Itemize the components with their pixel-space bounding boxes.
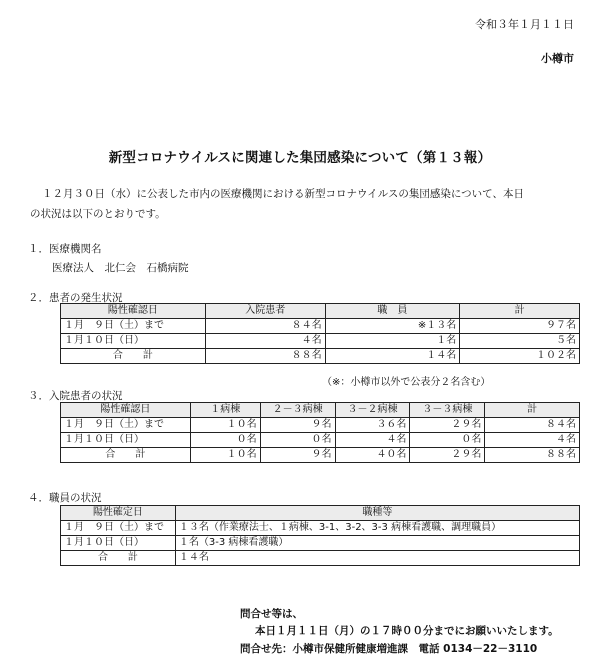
contact-intro: 問合せ等は、: [240, 608, 303, 620]
intro-line-1: １２月３０日（水）に公表した市内の医療機関における新型コロナウイルスの集団感染について、本日: [42, 188, 524, 200]
table-row: [61, 433, 580, 448]
col-header: 職種等: [175, 506, 579, 521]
section4-heading: ４．職員の状況: [28, 492, 102, 504]
col-header: 計: [460, 304, 580, 319]
table-cell: １０名: [190, 448, 260, 463]
table-cell: １月 ９日（土）まで: [61, 521, 176, 536]
table-cell: １４名: [175, 551, 579, 566]
col-header: 陽性確認日: [61, 304, 206, 319]
table-cell: 合 計: [61, 448, 191, 463]
inpatient-status-table: [60, 402, 580, 463]
table-cell: ３６名: [335, 418, 410, 433]
table-cell: １３名（作業療法士、１病棟、3-1、3-2、3-3 病棟看護職、調理職員）: [175, 521, 579, 536]
document-date: 令和３年１月１１日: [475, 18, 574, 31]
staff-status-table: [60, 505, 580, 566]
table-cell: ９名: [260, 448, 335, 463]
table-cell: １月１０日（日）: [61, 334, 206, 349]
table-cell: ４０名: [335, 448, 410, 463]
table-total-row: [61, 551, 580, 566]
table-cell: １０２名: [460, 349, 580, 364]
table-row: [61, 319, 580, 334]
table-header-row: [61, 403, 580, 418]
table-cell: ８４名: [205, 319, 325, 334]
intro-line-2: の状況は以下のとおりです。: [30, 208, 166, 220]
contact-deadline: 本日１月１１日（月）の１７時００分までにお願いいたします。: [255, 625, 559, 637]
table-cell: ８８名: [205, 349, 325, 364]
table-header-row: [61, 506, 580, 521]
table-cell: ０名: [190, 433, 260, 448]
contact-info: 問合せ先：小樽市保健所健康増進課 電話 0134－22－3110: [240, 643, 538, 655]
table-cell: 合 計: [61, 551, 176, 566]
table-cell: ０名: [410, 433, 485, 448]
table-cell: １名: [325, 334, 460, 349]
table-cell: ９名: [260, 418, 335, 433]
table-cell: １月１０日（日）: [61, 433, 191, 448]
col-header: 職 員: [325, 304, 460, 319]
section3-heading: ３．入院患者の状況: [28, 390, 123, 402]
col-header: １病棟: [190, 403, 260, 418]
intro-paragraph: [30, 184, 582, 224]
table-total-row: [61, 448, 580, 463]
table-cell: ４名: [335, 433, 410, 448]
table-cell: ４名: [205, 334, 325, 349]
table-cell: １名（3-3 病棟看護職）: [175, 536, 579, 551]
col-header: ３－２病棟: [335, 403, 410, 418]
table-cell: ※１３名: [325, 319, 460, 334]
table-cell: １月１０日（日）: [61, 536, 176, 551]
col-header: 入院患者: [205, 304, 325, 319]
table-cell: ９７名: [460, 319, 580, 334]
table-cell: ０名: [260, 433, 335, 448]
table-cell: １０名: [190, 418, 260, 433]
section2-heading: ２．患者の発生状況: [28, 292, 123, 304]
section1-heading: １．医療機関名: [28, 243, 102, 255]
table-row: [61, 536, 580, 551]
table-cell: ４名: [485, 433, 580, 448]
table-header-row: [61, 304, 580, 319]
table-cell: ８４名: [485, 418, 580, 433]
issuer-city: 小樽市: [541, 52, 574, 65]
table-cell: 合 計: [61, 349, 206, 364]
table-cell: １月 ９日（土）まで: [61, 418, 191, 433]
table-row: [61, 521, 580, 536]
table-cell: ８８名: [485, 448, 580, 463]
col-header: ３－３病棟: [410, 403, 485, 418]
table-cell: ５名: [460, 334, 580, 349]
document-title: 新型コロナウイルスに関連した集団感染について（第１３報）: [108, 150, 492, 166]
col-header: 計: [485, 403, 580, 418]
table-cell: ２９名: [410, 448, 485, 463]
table-cell: １月 ９日（土）まで: [61, 319, 206, 334]
table-row: [61, 334, 580, 349]
col-header: 陽性確定日: [61, 506, 176, 521]
patient-occurrence-table: [60, 303, 580, 364]
institution-name: 医療法人 北仁会 石橋病院: [52, 262, 189, 274]
col-header: 陽性確認日: [61, 403, 191, 418]
table-row: [61, 418, 580, 433]
table-total-row: [61, 349, 580, 364]
table-footnote: （※：小樽市以外で公表分２名含む）: [322, 377, 491, 388]
table-cell: ２９名: [410, 418, 485, 433]
table-cell: １４名: [325, 349, 460, 364]
col-header: ２－３病棟: [260, 403, 335, 418]
